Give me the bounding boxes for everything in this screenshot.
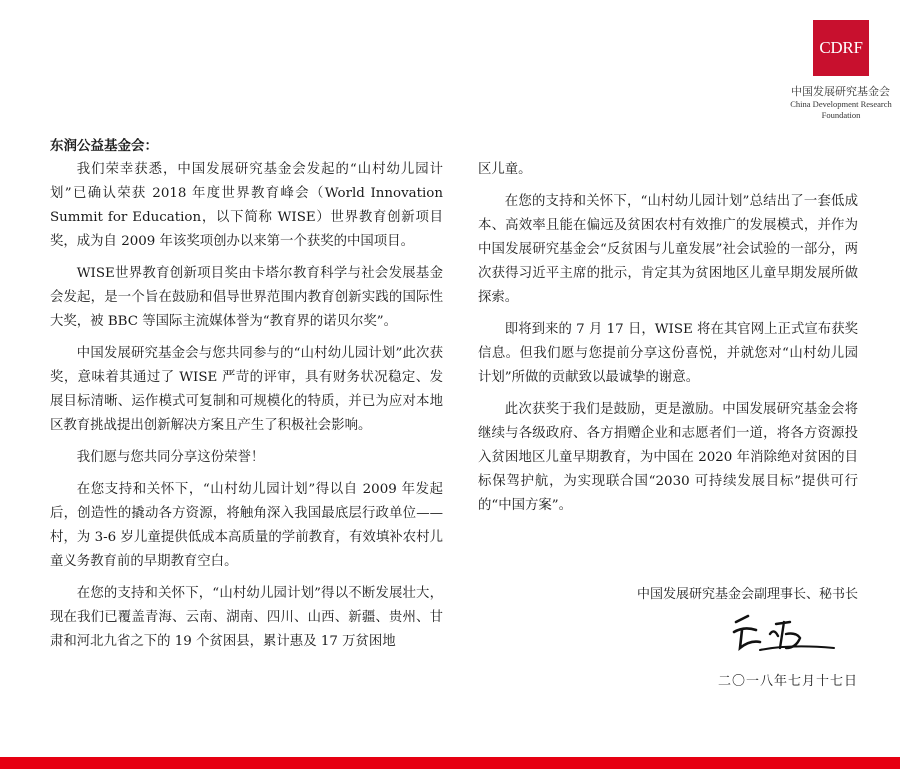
- letter-paragraph: 即将到来的 7 月 17 日，WISE 将在其官网上正式宣布获奖信息。但我们愿与您提前分享这份喜悦，并就您对“山村幼儿园计划”所做的贡献致以最诚挚的谢意。: [478, 322, 858, 385]
- org-name-en: China Development Research Foundation: [790, 99, 892, 120]
- footer-bar: [0, 757, 900, 769]
- letter-paragraph: 在您的支持和关怀下，“山村幼儿园计划”得以不断发展壮大，现在我们已覆盖青海、云南、湖南、四川、山西、新疆、贵州、甘肃和河北九省之下的 19 个贫困县，累计惠及 17 万贫困地: [50, 586, 443, 649]
- letter-date: 二〇一八年七月十七日: [717, 674, 858, 689]
- org-name-cn: 中国发展研究基金会: [791, 85, 890, 98]
- handwritten-signature: [730, 608, 840, 658]
- letter-left-column: [50, 158, 443, 662]
- letter-paragraph: 中国发展研究基金会与您共同参与的“山村幼儿园计划”此次获奖，意味着其通过了 WISE 严苛的评审，具有财务状况稳定、发展目标清晰、运作模式可复制和可规模化的特质，并已为应对本地区教育挑战提出创新解决方案且产生了积极社会影响。: [50, 346, 443, 433]
- letter-salutation: 东润公益基金会：: [50, 138, 158, 154]
- cdrf-logo: [813, 20, 869, 76]
- logo-text: CDRF: [819, 38, 863, 57]
- letter-paragraph: 我们愿与您共同分享这份荣誉！: [76, 450, 265, 465]
- letter-paragraph: 在您支持和关怀下，“山村幼儿园计划”得以自 2009 年发起后，创造性的撬动各方资源，将触角深入我国最底层行政单位——村，为 3-6 岁儿童提供低成本高质量的学前教育，有效填补农村儿童义务教育前的早期教育空白。: [50, 482, 443, 569]
- letter-right-column: [478, 158, 858, 526]
- letter-paragraph: 此次获奖于我们是鼓励，更是激励。中国发展研究基金会将继续与各级政府、各方捐赠企业和志愿者们一道，将各方资源投入贫困地区儿童早期教育，为中国在 2020 年消除绝对贫困的目标保驾护航，为实现联合国“2030 可持续发展目标”提供可行的“中国方案”。: [478, 402, 858, 513]
- signer-title: 中国发展研究基金会副理事长、秘书长: [636, 587, 858, 602]
- letter-paragraph: 在您的支持和关怀下，“山村幼儿园计划”总结出了一套低成本、高效率且能在偏远及贫困农村有效推广的发展模式，并作为中国发展研究基金会“反贫困与儿童发展”社会试验的一部分，两次获得习近平主席的批示，肯定其为贫困地区儿童早期发展所做探索。: [478, 194, 858, 305]
- letter-paragraph: 我们荣幸获悉，中国发展研究基金会发起的“山村幼儿园计划”已确认荣获 2018 年度世界教育峰会（World Innovation Summit for Education，以下简称 WISE）世界教育创新项目奖，成为自 2009 年该奖项创办以来第一个获奖的中国项目。: [50, 162, 443, 249]
- letter-paragraph-continuation: 区儿童。: [478, 162, 532, 177]
- letter-paragraph: WISE世界教育创新项目奖由卡塔尔教育科学与社会发展基金会发起，是一个旨在鼓励和倡导世界范围内教育创新实践的国际性大奖，被 BBC 等国际主流媒体誉为“教育界的诺贝尔奖”。: [50, 266, 443, 329]
